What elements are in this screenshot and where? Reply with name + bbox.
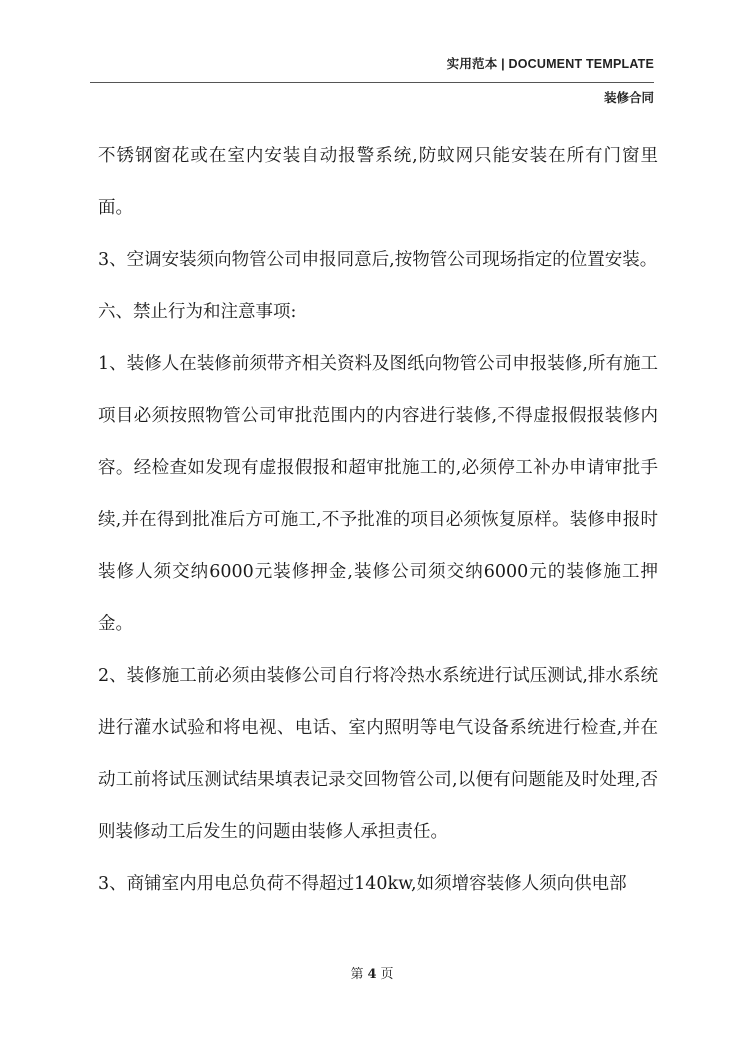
paragraph-ac-installation: 3、空调安装须向物管公司申报同意后,按物管公司现场指定的位置安装。 <box>98 250 658 270</box>
paragraph-continuation: 不锈钢窗花或在室内安装自动报警系统,防蚊网只能安装在所有门窗里面。 <box>98 146 658 218</box>
section-heading-prohibitions: 六、禁止行为和注意事项: <box>98 302 297 322</box>
page-prefix: 第 <box>350 967 364 982</box>
page-suffix: 页 <box>380 967 394 982</box>
document-title: 装修合同 <box>603 91 654 105</box>
page-number: 4 <box>367 967 377 982</box>
header-brand: 实用范本 | DOCUMENT TEMPLATE <box>446 57 654 71</box>
page-footer <box>0 963 744 982</box>
paragraph-item-2: 2、装修施工前必须由装修公司自行将冷热水系统进行试压测试,排水系统进行灌水试验和将电视、电话、室内照明等电气设备系统进行检查,并在动工前将试压测试结果填表记录交回物管公司,以便有问题能及时处理,否则装修动工后发生的问题由装修人承担责任。 <box>98 666 658 842</box>
paragraph-item-3: 3、商铺室内用电总负荷不得超过140kw,如须增容装修人须向供电部 <box>98 874 627 894</box>
header-divider <box>90 82 654 83</box>
paragraph-item-1: 1、装修人在装修前须带齐相关资料及图纸向物管公司申报装修,所有施工项目必须按照物管公司审批范围内的内容进行装修,不得虚报假报装修内容。经检查如发现有虚报假报和超审批施工的,必须停工补办申请审批手续,并在得到批准后方可施工,不予批准的项目必须恢复原样。装修申报时装修人须交纳6000元装修押金,装修公司须交纳6000元的装修施工押金。 <box>98 354 658 634</box>
document-body <box>98 130 658 910</box>
